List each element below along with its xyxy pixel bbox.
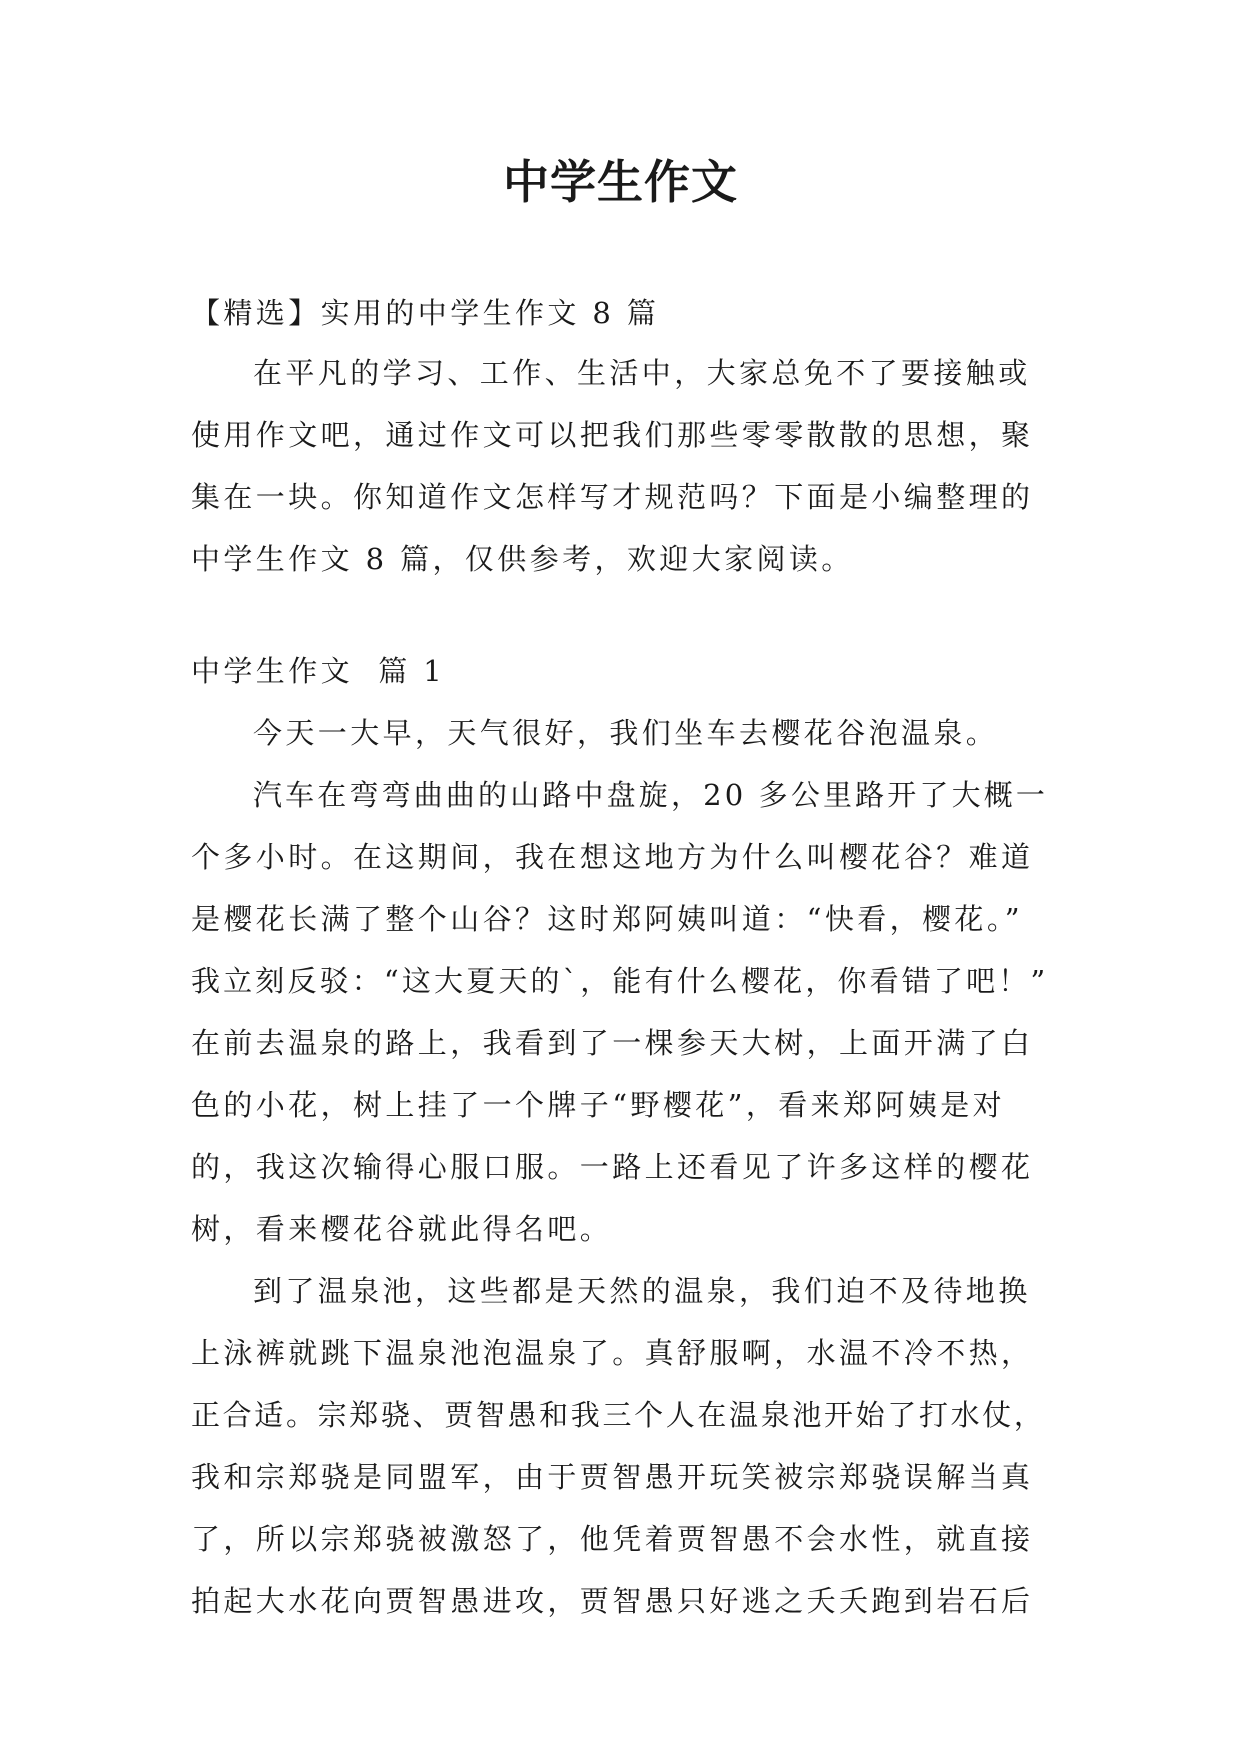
paragraph-line: 我立刻反驳：“这大夏天的`，能有什么樱花，你看错了吧！” [191, 964, 1049, 998]
paragraph-line: 今天一大早，天气很好，我们坐车去樱花谷泡温泉。 [253, 716, 999, 750]
paragraph-line: 到了温泉池，这些都是天然的温泉，我们迫不及待地换 [253, 1274, 1031, 1308]
intro-line: 中学生作文 8 篇，仅供参考，欢迎大家阅读。 [191, 542, 854, 576]
section-heading: 中学生作文 篇 1 [191, 654, 446, 688]
paragraph-line: 在前去温泉的路上，我看到了一棵参天大树，上面开满了白 [191, 1026, 1034, 1060]
paragraph-line: 汽车在弯弯曲曲的山路中盘旋，20 多公里路开了大概一 [253, 778, 1049, 812]
paragraph-line: 拍起大水花向贾智愚进攻，贾智愚只好逃之夭夭跑到岩石后 [191, 1584, 1034, 1618]
paragraph-line: 了，所以宗郑骁被激怒了，他凭着贾智愚不会水性，就直接 [191, 1522, 1034, 1556]
intro-line: 使用作文吧，通过作文可以把我们那些零零散散的思想，聚 [191, 418, 1034, 452]
subtitle-text: 【精选】实用的中学生作文 8 篇 [191, 296, 660, 330]
intro-line: 在平凡的学习、工作、生活中，大家总免不了要接触或 [253, 356, 1031, 390]
paragraph-line: 上泳裤就跳下温泉池泡温泉了。真舒服啊，水温不冷不热， [191, 1336, 1034, 1370]
paragraph-line: 个多小时。在这期间，我在想这地方为什么叫樱花谷？难道 [191, 840, 1034, 874]
essay-section-1 [191, 640, 1051, 1632]
document-subtitle [191, 282, 1051, 344]
document-title: 中学生作文 [503, 155, 738, 209]
paragraph-line: 正合适。宗郑骁、贾智愚和我三个人在温泉池开始了打水仗， [191, 1398, 1046, 1432]
paragraph-line: 树，看来樱花谷就此得名吧。 [191, 1212, 613, 1246]
paragraph-line: 色的小花，树上挂了一个牌子“野樱花”，看来郑阿姨是对 [191, 1088, 1006, 1122]
intro-paragraph [191, 342, 1051, 590]
paragraph-line: 的，我这次输得心服口服。一路上还看见了许多这样的樱花 [191, 1150, 1034, 1184]
paragraph-line: 是樱花长满了整个山谷？这时郑阿姨叫道：“快看，樱花。” [191, 902, 1023, 936]
intro-line: 集在一块。你知道作文怎样写才规范吗？下面是小编整理的 [191, 480, 1034, 514]
paragraph-line: 我和宗郑骁是同盟军，由于贾智愚开玩笑被宗郑骁误解当真 [191, 1460, 1034, 1494]
